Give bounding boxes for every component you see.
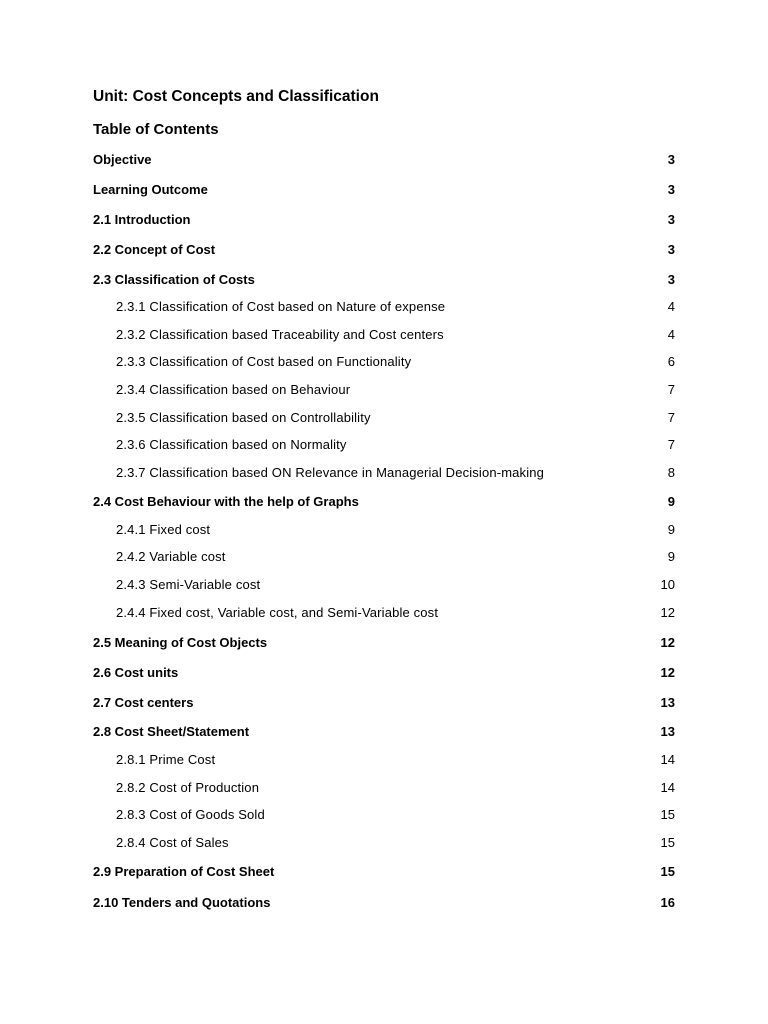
- toc-entry-label: 2.10 Tenders and Quotations: [93, 895, 271, 910]
- toc-entry-label: 2.4.2 Variable cost: [116, 549, 226, 564]
- toc-entry-label: 2.8.1 Prime Cost: [116, 752, 216, 767]
- toc-entry-label: 2.8 Cost Sheet/Statement: [93, 724, 250, 739]
- toc-entry-label: 2.4.1 Fixed cost: [116, 522, 211, 537]
- toc-entry-page-number: 13: [660, 695, 675, 710]
- toc-entry-page-number: 10: [660, 577, 675, 592]
- toc-entry-page-number: 3: [667, 152, 675, 167]
- toc-subentry[interactable]: [93, 408, 675, 428]
- toc-entry-page-number: 7: [667, 437, 675, 452]
- toc-entry-page-number: 7: [667, 382, 675, 397]
- toc-title: Table of Contents: [93, 121, 219, 138]
- toc-entry-page-number: 14: [660, 780, 675, 795]
- toc-entry-page-number: 3: [667, 212, 675, 227]
- toc-entry-page-number: 12: [660, 605, 675, 620]
- toc-subentry[interactable]: [93, 603, 675, 623]
- toc-entry-label: 2.1 Introduction: [93, 212, 191, 227]
- toc-entry[interactable]: [93, 210, 675, 230]
- toc-subentry[interactable]: [93, 833, 675, 853]
- toc-entry-label: 2.3.6 Classification based on Normality: [116, 437, 347, 452]
- toc-subentry[interactable]: [93, 575, 675, 595]
- toc-entry-page-number: 6: [667, 354, 675, 369]
- toc-entry[interactable]: [93, 722, 675, 742]
- toc-entry-label: Objective: [93, 152, 152, 167]
- toc-entry[interactable]: [93, 180, 675, 200]
- toc-entry[interactable]: [93, 150, 675, 170]
- toc-entry-page-number: 14: [660, 752, 675, 767]
- toc-entry-label: 2.7 Cost centers: [93, 695, 194, 710]
- toc-entry[interactable]: [93, 270, 675, 290]
- unit-title: Unit: Cost Concepts and Classification: [93, 88, 379, 105]
- toc-entry-page-number: 15: [660, 835, 675, 850]
- toc-entry-label: 2.9 Preparation of Cost Sheet: [93, 864, 275, 879]
- toc-entry-label: 2.4.4 Fixed cost, Variable cost, and Semi-Variable cost: [116, 605, 439, 620]
- toc-entry-label: 2.3.1 Classification of Cost based on Nature of expense: [116, 299, 446, 314]
- toc-entry-label: 2.3 Classification of Costs: [93, 272, 255, 287]
- toc-entry[interactable]: [93, 893, 675, 913]
- toc-entry[interactable]: [93, 663, 675, 683]
- toc-entry[interactable]: [93, 862, 675, 882]
- toc-entry-page-number: 15: [660, 864, 675, 879]
- toc-subentry[interactable]: [93, 435, 675, 455]
- toc-entry-page-number: 12: [660, 635, 675, 650]
- toc-entry-label: 2.3.2 Classification based Traceability and Cost centers: [116, 327, 444, 342]
- toc-entry-label: 2.4 Cost Behaviour with the help of Graphs: [93, 494, 359, 509]
- toc-entry-page-number: 7: [667, 410, 675, 425]
- toc-entry-page-number: 16: [660, 895, 675, 910]
- toc-entry-page-number: 9: [667, 549, 675, 564]
- toc-subentry[interactable]: [93, 297, 675, 317]
- toc-entry-label: 2.5 Meaning of Cost Objects: [93, 635, 268, 650]
- toc-entry-page-number: 15: [660, 807, 675, 822]
- toc-subentry[interactable]: [93, 805, 675, 825]
- toc-entry[interactable]: [93, 492, 675, 512]
- toc-entry-label: 2.8.3 Cost of Goods Sold: [116, 807, 265, 822]
- toc-entry-label: 2.3.4 Classification based on Behaviour: [116, 382, 351, 397]
- toc-subentry[interactable]: [93, 380, 675, 400]
- toc-entry-label: 2.8.2 Cost of Production: [116, 780, 260, 795]
- toc-entry-page-number: 3: [667, 242, 675, 257]
- toc-subentry[interactable]: [93, 463, 675, 483]
- toc-entry-page-number: 9: [667, 522, 675, 537]
- toc-entry-label: Learning Outcome: [93, 182, 208, 197]
- toc-subentry[interactable]: [93, 750, 675, 770]
- toc-entry[interactable]: [93, 633, 675, 653]
- toc-entry-label: 2.6 Cost units: [93, 665, 179, 680]
- toc-entry-page-number: 4: [667, 299, 675, 314]
- toc-entry-label: 2.3.5 Classification based on Controllability: [116, 410, 371, 425]
- toc-entry-label: 2.8.4 Cost of Sales: [116, 835, 229, 850]
- toc-entry-page-number: 9: [667, 494, 675, 509]
- toc-subentry[interactable]: [93, 520, 675, 540]
- toc-entry-label: 2.4.3 Semi-Variable cost: [116, 577, 261, 592]
- toc-subentry[interactable]: [93, 547, 675, 567]
- toc-entry-page-number: 12: [660, 665, 675, 680]
- toc-entry-label: 2.2 Concept of Cost: [93, 242, 216, 257]
- toc-subentry[interactable]: [93, 325, 675, 345]
- toc-entry-label: 2.3.3 Classification of Cost based on Functionality: [116, 354, 412, 369]
- toc-entry-page-number: 3: [667, 272, 675, 287]
- toc-entry-page-number: 8: [667, 465, 675, 480]
- toc-entry-page-number: 3: [667, 182, 675, 197]
- toc-entry-label: 2.3.7 Classification based ON Relevance in Managerial Decision-making: [116, 465, 544, 480]
- toc-subentry[interactable]: [93, 778, 675, 798]
- toc-entry-page-number: 13: [660, 724, 675, 739]
- toc-entry[interactable]: [93, 693, 675, 713]
- toc-entry[interactable]: [93, 240, 675, 260]
- toc-subentry[interactable]: [93, 352, 675, 372]
- toc-entry-page-number: 4: [667, 327, 675, 342]
